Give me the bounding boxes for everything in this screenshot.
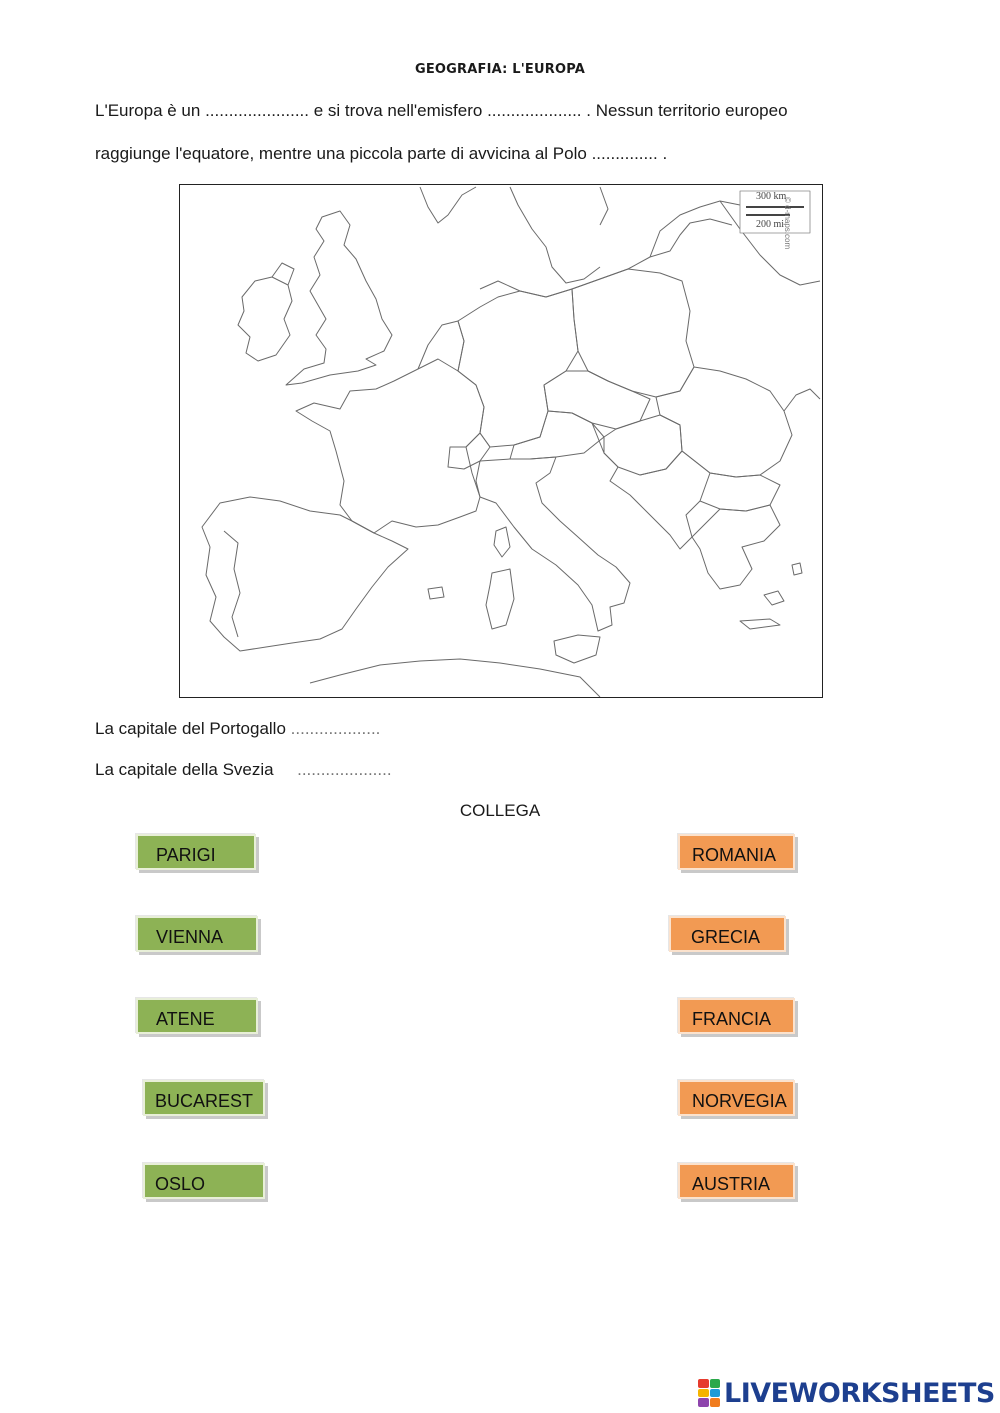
liveworksheets-wordmark: LIVEWORKSHEETS	[724, 1377, 995, 1409]
country-tile-norvegia[interactable]: NORVEGIA	[678, 1080, 795, 1116]
intro-line-2	[95, 144, 667, 164]
capital-tile-oslo[interactable]: OSLO	[143, 1163, 265, 1199]
country-tile-romania[interactable]: ROMANIA	[678, 834, 795, 870]
europe-outline-map	[179, 184, 823, 698]
country-tile-austria[interactable]: AUSTRIA	[678, 1163, 795, 1199]
intro-text: L'Europa è un	[95, 101, 201, 120]
collega-heading: COLLEGA	[459, 801, 541, 820]
answer-blank[interactable]: ....................	[487, 101, 582, 120]
intro-text: raggiunge l'equatore, mentre una piccola parte di avvicina al Polo	[95, 144, 587, 163]
answer-blank[interactable]: ..............	[591, 144, 658, 163]
capital-sweden-input[interactable]	[297, 760, 417, 780]
capital-tile-vienna[interactable]: VIENNA	[136, 916, 258, 952]
question-portugal	[95, 719, 411, 739]
country-tile-grecia[interactable]: GRECIA	[669, 916, 786, 952]
liveworksheets-icon	[698, 1379, 720, 1407]
capital-portugal-input[interactable]	[291, 719, 411, 739]
question-label: La capitale della Svezia	[95, 760, 274, 779]
map-scale-mi: 200 mi	[756, 219, 785, 230]
question-label: La capitale del Portogallo	[95, 719, 286, 738]
map-credit: © d-maps.com	[783, 197, 792, 250]
answer-blank[interactable]: ......................	[205, 101, 309, 120]
country-tile-francia[interactable]: FRANCIA	[678, 998, 795, 1034]
intro-text: .	[662, 144, 668, 163]
capital-tile-atene[interactable]: ATENE	[136, 998, 258, 1034]
intro-text: e si trova nell'emisfero	[313, 101, 483, 120]
question-sweden	[95, 760, 417, 780]
capital-tile-parigi[interactable]: PARIGI	[136, 834, 256, 870]
liveworksheets-logo	[698, 1377, 995, 1409]
intro-line-1	[95, 101, 788, 121]
worksheet-title: GEOGRAFIA: L'EUROPA	[414, 62, 586, 77]
map-scale-km: 300 km	[756, 191, 787, 202]
intro-text: . Nessun territorio europeo	[586, 101, 788, 120]
capital-tile-bucarest[interactable]: BUCAREST	[143, 1080, 265, 1116]
